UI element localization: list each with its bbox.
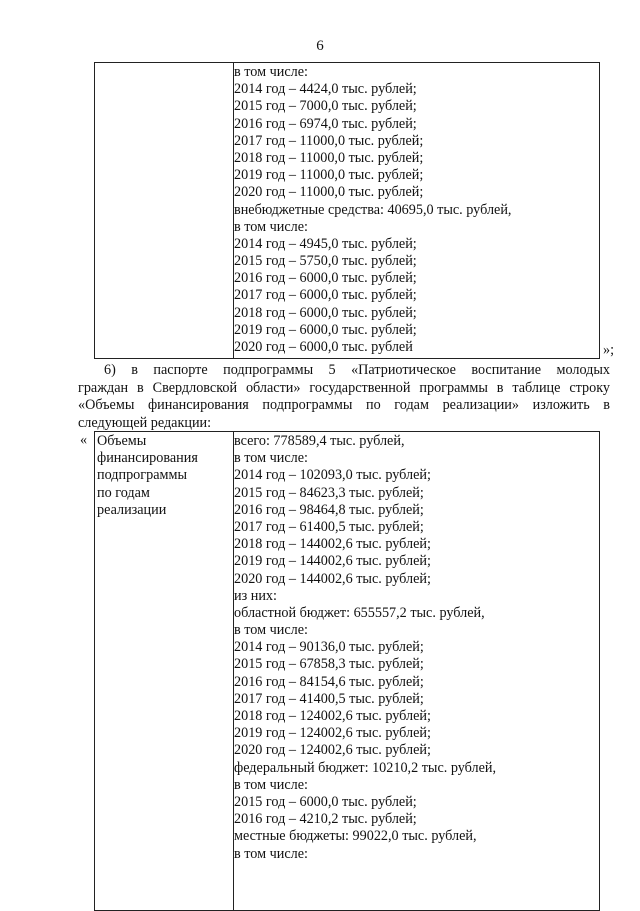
cell-text-line: областной бюджет: 655557,2 тыс. рублей,: [234, 604, 485, 621]
cell-text-line: 2016 год – 4210,2 тыс. рублей;: [234, 811, 417, 828]
paragraph-line: «Объемы финансирования подпрограммы по годам реализации» изложить в: [78, 397, 610, 413]
cell-text-line: 2019 год – 144002,6 тыс. рублей;: [234, 553, 431, 570]
cell-text-line: всего: 778589,4 тыс. рублей,: [234, 433, 405, 449]
cell-text-line: 2017 год – 61400,5 тыс. рублей;: [234, 518, 424, 535]
cell-text-line: 2019 год – 6000,0 тыс. рублей;: [234, 321, 417, 338]
cell-text-line: в том числе:: [234, 622, 308, 639]
cell-text-line: 2015 год – 84623,3 тыс. рублей;: [234, 484, 424, 501]
funding-table-continuation-right-cell: [234, 64, 511, 356]
cell-text-line: 2017 год – 6000,0 тыс. рублей;: [234, 287, 417, 304]
cell-text-line: в том числе:: [234, 776, 308, 793]
cell-text-line: из них:: [234, 587, 277, 604]
cell-text-line: 2017 год – 11000,0 тыс. рублей;: [234, 132, 424, 149]
paragraph-line: 6) в паспорте подпрограммы 5 «Патриотическое воспитание молодых: [104, 362, 610, 378]
cell-text-line: в том числе:: [234, 218, 308, 235]
cell-text-line: по годам: [97, 484, 150, 501]
funding-table-right-cell: [234, 433, 496, 863]
cell-text-line: 2016 год – 6000,0 тыс. рублей;: [234, 270, 417, 287]
cell-text-line: 2018 год – 144002,6 тыс. рублей;: [234, 536, 431, 553]
funding-table-left-cell: [97, 433, 198, 519]
cell-text-line: 2020 год – 124002,6 тыс. рублей;: [234, 742, 431, 759]
paragraph-line: следующей редакции:: [78, 414, 212, 431]
cell-text-line: Объемы: [97, 433, 147, 449]
cell-text-line: 2020 год – 6000,0 тыс. рублей: [234, 339, 413, 355]
paragraph-line: граждан в Свердловской области» государственной программы в таблице строку: [78, 379, 610, 396]
opening-quote-mark: «: [80, 432, 88, 448]
cell-text-line: 2015 год – 67858,3 тыс. рублей;: [234, 656, 424, 673]
cell-text-line: в том числе:: [234, 845, 308, 862]
page-number: 6: [316, 38, 324, 54]
cell-text-line: 2014 год – 90136,0 тыс. рублей;: [234, 639, 424, 656]
cell-text-line: 2016 год – 98464,8 тыс. рублей;: [234, 501, 424, 518]
cell-text-line: 2014 год – 4424,0 тыс. рублей;: [234, 81, 417, 98]
cell-text-line: 2015 год – 6000,0 тыс. рублей;: [234, 793, 417, 810]
closing-quote-mark: »;: [603, 342, 615, 358]
cell-text-line: 2018 год – 6000,0 тыс. рублей;: [234, 304, 417, 321]
cell-text-line: в том числе:: [234, 64, 308, 80]
cell-text-line: 2016 год – 6974,0 тыс. рублей;: [234, 115, 417, 132]
cell-text-line: 2016 год – 84154,6 тыс. рублей;: [234, 673, 424, 690]
cell-text-line: 2018 год – 11000,0 тыс. рублей;: [234, 149, 424, 166]
cell-text-line: 2014 год – 4945,0 тыс. рублей;: [234, 235, 417, 252]
cell-text-line: 2018 год – 124002,6 тыс. рублей;: [234, 708, 431, 724]
cell-text-line: финансирования: [97, 450, 198, 467]
cell-text-line: реализации: [97, 501, 167, 518]
amendment-paragraph: [78, 362, 610, 432]
cell-text-line: в том числе:: [234, 450, 308, 467]
cell-text-line: 2019 год – 124002,6 тыс. рублей;: [234, 725, 431, 742]
cell-text-line: федеральный бюджет: 10210,2 тыс. рублей,: [234, 759, 497, 776]
cell-text-line: 2017 год – 41400,5 тыс. рублей;: [234, 690, 424, 707]
cell-text-line: подпрограммы: [97, 467, 187, 484]
cell-text-line: 2019 год – 11000,0 тыс. рублей;: [234, 167, 424, 184]
cell-text-line: 2014 год – 102093,0 тыс. рублей;: [234, 467, 431, 484]
cell-text-line: 2020 год – 11000,0 тыс. рублей;: [234, 184, 424, 201]
cell-text-line: местные бюджеты: 99022,0 тыс. рублей,: [234, 828, 477, 845]
cell-text-line: внебюджетные средства: 40695,0 тыс. рублей,: [234, 201, 512, 218]
cell-text-line: 2015 год – 7000,0 тыс. рублей;: [234, 98, 417, 115]
cell-text-line: 2020 год – 144002,6 тыс. рублей;: [234, 570, 431, 587]
cell-text-line: 2015 год – 5750,0 тыс. рублей;: [234, 253, 417, 270]
